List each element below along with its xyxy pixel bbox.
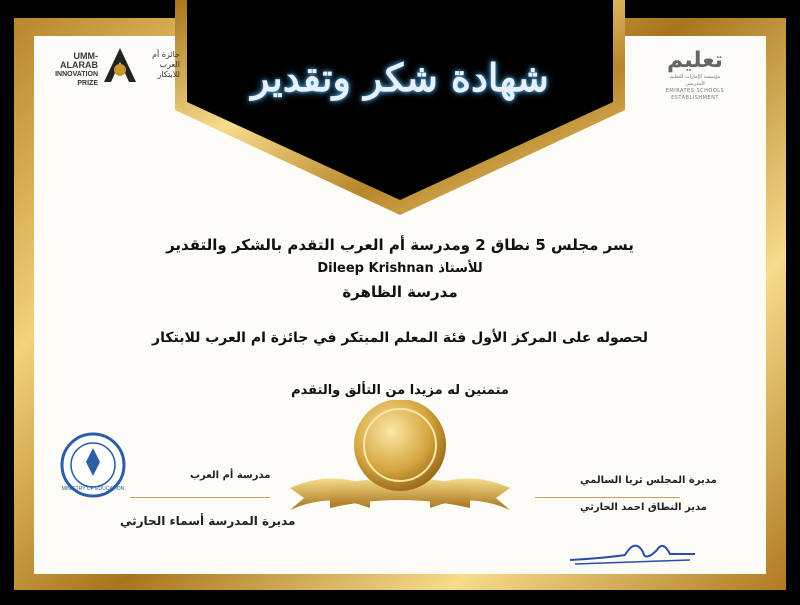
- logo-right-en-1: EMIRATES SCHOOLS: [665, 88, 725, 94]
- signature-icon: [565, 530, 700, 570]
- left-signature-line: [130, 497, 270, 498]
- logo-left-en-3: PRIZE: [77, 80, 98, 87]
- logo-left-ar: جائزة أم العرب للابتكار: [152, 50, 180, 79]
- school-name: مدرسة الظاهرة: [342, 283, 458, 301]
- recipient-name: Dileep Krishnan: [317, 261, 434, 276]
- logo-left-en-1: UMM-ALARAB: [60, 51, 98, 70]
- right-zone-director: مدير النطاق احمد الحارثي: [580, 502, 707, 513]
- left-principal-name: مديرة المدرسة أسماء الحارثي: [120, 514, 296, 528]
- certificate-title: شهادة شكر وتقدير: [251, 55, 549, 100]
- intro-line: يسر مجلس 5 نطاق 2 ومدرسة أم العرب التقدم بالشكر والتقدير: [166, 236, 634, 254]
- award-reason: لحصوله على المركز الأول فئة المعلم المبتكر في جائزة ام العرب للابتكار: [152, 330, 648, 346]
- right-council-director: مديرة المجلس ثريا السالمي: [580, 475, 717, 486]
- ministry-seal-icon: [60, 432, 126, 498]
- gold-medal-icon: [290, 400, 510, 530]
- recipient-prefix: للأستاذ: [438, 261, 483, 276]
- prize-emblem-icon: [102, 44, 138, 84]
- logo-right-en-2: ESTABLISHMENT: [671, 95, 719, 101]
- seal-text: MINISTRY OF EDUCATION: [61, 486, 125, 492]
- recipient-line: [60, 261, 740, 276]
- wish-line: متمنين له مزيدا من التألق والتقدم: [291, 383, 509, 398]
- emirates-schools-logo: [660, 48, 730, 123]
- umm-alarab-prize-logo: [40, 44, 180, 87]
- logo-right-ar: تعليم: [667, 48, 723, 73]
- right-signature-line: [535, 497, 680, 498]
- left-school-label: مدرسة أم العرب: [190, 470, 271, 481]
- logo-left-en-2: INNOVATION: [55, 71, 98, 78]
- logo-right-ar-sub: مؤسسة الإمارات للتعليم المدرسي: [669, 74, 721, 87]
